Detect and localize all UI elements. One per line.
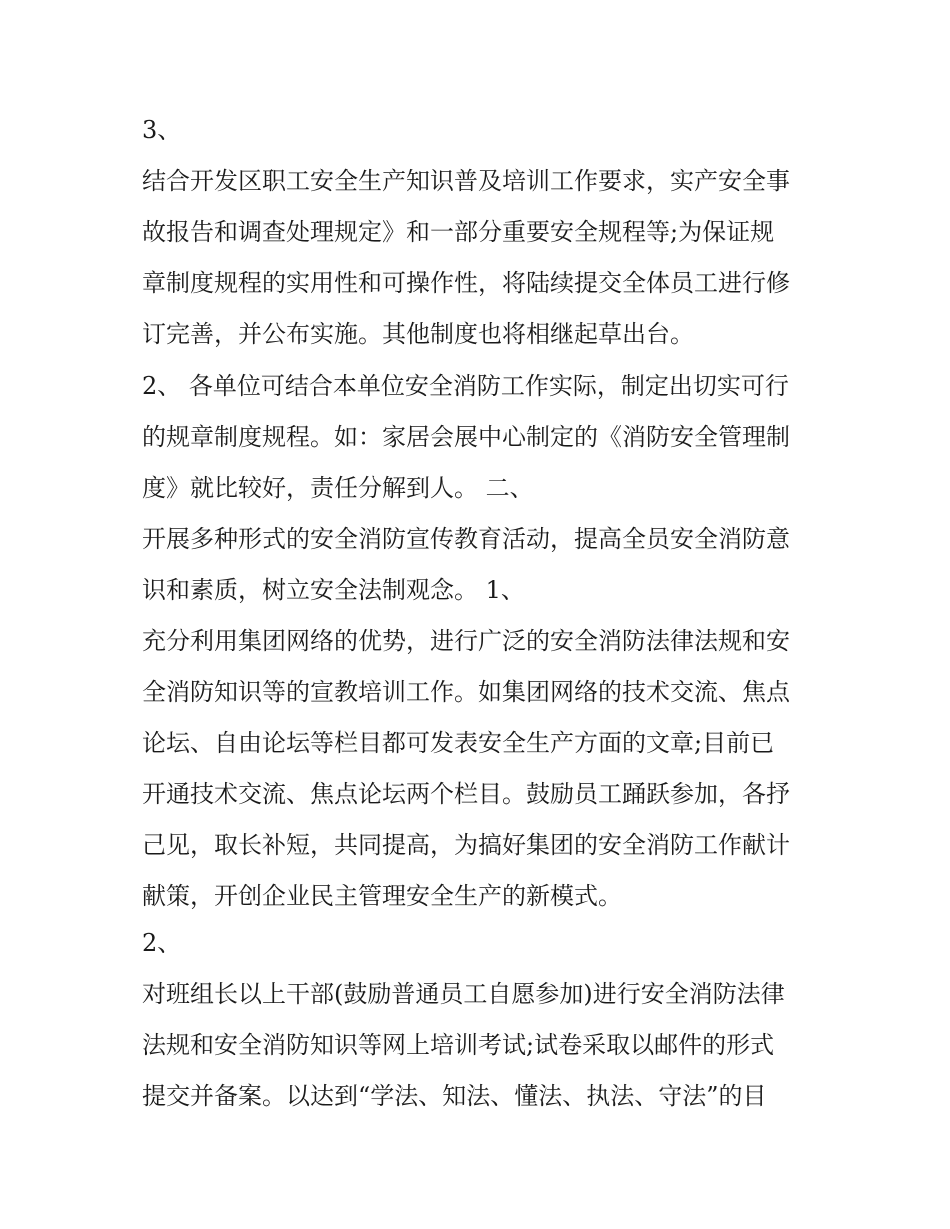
text-line: 的规章制度规程。如：家居会展中心制定的《消防安全管理制 (142, 423, 790, 451)
text-line: 章制度规程的实用性和可操作性，将陆续提交全体员工进行修 (142, 269, 790, 297)
text-line: 己见，取长补短，共同提高，为搞好集团的安全消防工作献计 (142, 831, 790, 859)
text-line: 识和素质，树立安全法制观念。 1、 (142, 576, 525, 604)
text-line: 结合开发区职工安全生产知识普及培训工作要求，实产安全事 (142, 167, 790, 195)
text-line: 开展多种形式的安全消防宣传教育活动，提高全员安全消防意 (142, 525, 790, 553)
text-line: 开通技术交流、焦点论坛两个栏目。鼓励员工踊跃参加，各抒 (142, 780, 790, 808)
text-line: 提交并备案。以达到“学法、知法、懂法、执法、守法”的目 (142, 1082, 767, 1110)
section-number: 2、 (142, 929, 182, 957)
text-line: 充分利用集团网络的优势，进行广泛的安全消防法律法规和安 (142, 627, 790, 655)
text-line: 2、 各单位可结合本单位安全消防工作实际，制定出切实可行 (142, 372, 789, 400)
text-line: 度》就比较好，责任分解到人。 二、 (142, 474, 534, 502)
text-line: 法规和安全消防知识等网上培训考试;试卷采取以邮件的形式 (142, 1031, 775, 1059)
text-line: 论坛、自由论坛等栏目都可发表安全生产方面的文章;目前已 (142, 729, 775, 757)
text-line: 故报告和调查处理规定》和一部分重要安全规程等;为保证规 (142, 218, 775, 246)
text-line: 全消防知识等的宣教培训工作。如集团网络的技术交流、焦点 (142, 678, 790, 706)
text-line: 献策，开创企业民主管理安全生产的新模式。 (142, 882, 622, 910)
text-line: 对班组长以上干部(鼓励普通员工自愿参加)进行安全消防法律 (142, 980, 785, 1008)
text-line: 订完善，并公布实施。其他制度也将相继起草出台。 (142, 320, 694, 348)
section-number: 3、 (142, 116, 182, 144)
